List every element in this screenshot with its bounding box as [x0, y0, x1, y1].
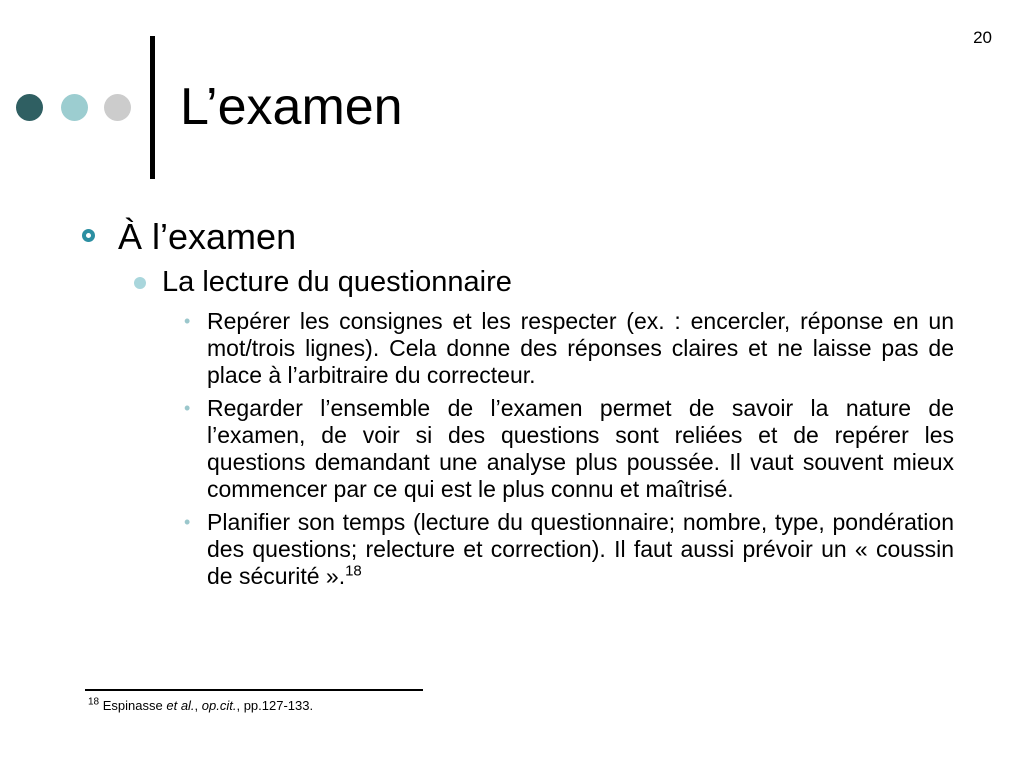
bullet-list-level3 — [184, 308, 954, 596]
list-item — [184, 395, 954, 503]
decor-dot-grey — [104, 94, 131, 121]
title-divider — [150, 36, 155, 179]
bullet-icon: • — [184, 311, 191, 331]
footnote-etal: et al. — [166, 698, 195, 713]
list-item-text: Planifier son temps (lecture du questionnaire; nombre, type, pondération des questions; relecture et correction). Il faut aussi prévoir un « coussin de sécurité ». — [207, 509, 954, 589]
footnote-number: 18 — [88, 696, 100, 708]
footnote-opcit: op.cit. — [201, 698, 237, 713]
footnote-separator-comma: , — [194, 698, 202, 713]
list-item — [184, 308, 954, 389]
bullet-icon: • — [184, 398, 191, 418]
bullet-icon: • — [184, 512, 191, 532]
footnote-reference: 18 — [345, 562, 362, 580]
bullet-level2: La lecture du questionnaire — [162, 266, 512, 298]
ring-bullet-icon — [82, 229, 95, 242]
footnote-author: Espinasse — [102, 698, 163, 713]
footnote-separator — [85, 689, 423, 691]
footnote-pages: , pp.127-133. — [236, 698, 314, 713]
decor-dot-teal — [61, 94, 88, 121]
list-item — [184, 509, 954, 590]
decor-dot-dark — [16, 94, 43, 121]
list-item-text: Regarder l’ensemble de l’examen permet de savoir la nature de l’examen, de voir si des questions sont reliées et de repérer les questions demandant une analyse plus poussée. Il vaut souvent mieux commencer par ce qui est le plus connu et maîtrisé. — [207, 395, 954, 502]
slide-number: 20 — [973, 28, 992, 47]
slide-title: L’examen — [180, 78, 403, 136]
list-item-text: Repérer les consignes et les respecter (ex. : encercler, réponse en un mot/trois lignes). Cela donne des réponses claires et ne laisse pas de place à l’arbitraire du correcteur. — [207, 308, 954, 388]
footnote — [88, 698, 313, 713]
bullet-level1: À l’examen — [118, 216, 297, 257]
dot-bullet-icon — [134, 277, 146, 289]
